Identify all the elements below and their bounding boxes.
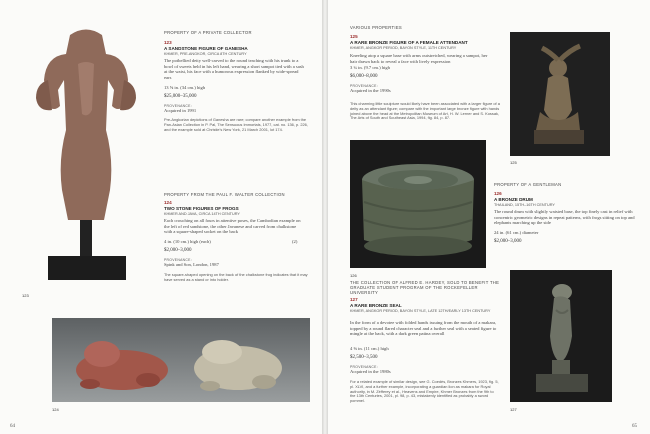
section-heading: VARIOUS PROPERTIES [350,25,403,30]
lot-estimate: $6,000–8,000 [350,74,378,79]
lot-123-caption: 123 [22,293,29,298]
lot-note: Pre-Angkorian depictions of Ganesha are rare; compare another example from the Pan-Asian Collection in P. Pal, The Sensuous Immortals, 1977, cat. no. 136, p. 226, and the example sold at Christie's New York, 21 March 2001, lot 174. [164,117,308,132]
lot-subtitle: KHMER, PRE-ANGKOR, CIRCA 8TH CENTURY [164,52,247,56]
lot-124-caption: 124 [52,407,59,412]
lot-estimate: $2,000–3,000 [494,239,522,244]
lot-dimensions: 3 ¾ in. (9.7 cm.) high [350,65,390,70]
lot-estimate: $2,000–3,000 [164,248,192,253]
provenance-heading: PROPERTY OF A PRIVATE COLLECTOR [164,30,252,35]
provenance-label: PROVENANCE: [350,365,378,369]
provenance-label: PROVENANCE: [164,258,192,262]
provenance-heading: PROPERTY FROM THE PAUL F. WALTER COLLECTION [164,192,285,197]
lot-dimensions: 24 in. (61 cm.) diameter [494,230,539,235]
provenance-text: Spink and Son, London, 1987 [164,262,219,267]
provenance-heading: THE COLLECTION OF ALFRED E. HARDEY, SOLD TO BENEFIT THE GRADUATE STUDENT PROGRAM OF THE ROCKEFELLER UNIVERSITY [350,280,500,295]
lot-dimensions: 13 ⅝ in. (34 cm.) high [164,85,206,90]
provenance-text: Acquired in the 1990s [350,88,391,93]
frogs-photo [52,318,310,402]
ganesha-photo [22,20,150,288]
lot-description: The potbellied deity well-carved to the round teaching with his trunk to a bowl of sweets held in his left hand, wearing a short sampot tied with a sash at the waist, his face with a humorous expression flanked by wide-spread ears [164,58,304,80]
bronze-attendant-photo [510,32,610,156]
lot-description: In the form of a devotee with folded hands issuing from the mouth of a makara, topped by a round flared character seal and a further seal with a seated figure to mingle at the back, with a dark green patina overall [350,320,497,337]
provenance-label: PROVENANCE: [350,84,378,88]
lot-description: Each crouching on all fours in attentive poses, the Cambodian example on the left of red sandstone, the other Javanese and carved from chalkstone with a square-shaped socket on the back [164,218,301,235]
lot-number: 123 [164,40,172,45]
page-number: 65 [632,424,637,429]
lot-estimate: $2,500–3,500 [350,355,378,360]
lot-126-caption: 126 [350,273,357,278]
lot-number: 126 [494,191,502,196]
lot-number: 127 [350,297,358,302]
lot-number: 124 [164,200,172,205]
provenance-heading: PROPERTY OF A GENTLEMAN [494,182,562,187]
lot-title: A RARE BRONZE FIGURE OF A FEMALE ATTENDANT [350,40,468,45]
bronze-seal-photo [510,270,612,402]
lot-estimate: $25,000–35,000 [164,94,197,99]
lot-dimensions: 4 in. (10 cm.) high (each) [164,239,211,244]
page-number: 64 [10,424,15,429]
lot-subtitle: KHMER AND JAVA, CIRCA 14TH CENTURY [164,212,240,216]
lot-note: For a related example of similar design, see G. Coedès, Bronzes Khmers, 1923, fig. 5, pl. XLVI, and a further example, incorporating a guardian lion as makara for Royal authority, in M. Zéfferey et al., Heavens and Empire, Khmer Bronzes from the 9th to the 13th Centuries, 2001, pl. 98, p. 43, mistakenly identified as probably a sword pommel. [350,379,499,404]
lot-subtitle: KHMER, ANGKOR PERIOD, BAYON STYLE, 11TH CENTURY [350,46,457,50]
right-page [328,0,650,434]
lot-description: The round drum with slightly waisted base, the top finely cast in relief with concentric geometric designs in repeat patterns, with frogs sitting on top and elephants marching up the side [494,209,635,226]
lot-subtitle: THAILAND, 15TH–16TH CENTURY [494,203,555,207]
lot-number: 125 [350,34,358,39]
left-page [0,0,322,434]
lot-description: Kneeling atop a square base with arms outstretched, wearing a sampot, her hair drawn back to reveal a face with lively expression [350,53,488,64]
lot-title: A RARE BRONZE SEAL [350,303,402,308]
lot-subtitle: KHMER, ANGKOR PERIOD, BAYON STYLE, LATE 12TH/EARLY 13TH CENTURY [350,309,491,313]
provenance-text: Acquired in the 1980s [350,369,391,374]
bronze-drum-photo [350,140,486,268]
lot-125-caption: 125 [510,160,517,165]
lot-title: A BRONZE DRUM [494,197,533,202]
provenance-text: Acquired in 1991 [164,108,197,113]
lot-127-caption: 127 [510,407,517,412]
provenance-label: PROVENANCE: [164,104,192,108]
lot-title: A SANDSTONE FIGURE OF GANESHA [164,46,248,51]
lot-dimensions: 4 ⅜ in. (11 cm.) high [350,346,389,351]
lot-note: This charming little sculpture would likely have been associated with a larger figure of a deity as an attendant figure; compare with the important large bronze figure with hands joined above the head at the Metropolitan Museum of Art, H. W. Lerner and S. Kossak, The Arts of South and Southeast Asia, 1994, fig. 84, p. 87. [350,101,500,121]
dimensions-mark: (2) [292,239,298,244]
lot-title: TWO STONE FIGURES OF FROGS [164,206,239,211]
lot-note: The square-shaped opening on the back of the chalkstone frog indicates that it may have served as a stand or into holder. [164,272,308,282]
